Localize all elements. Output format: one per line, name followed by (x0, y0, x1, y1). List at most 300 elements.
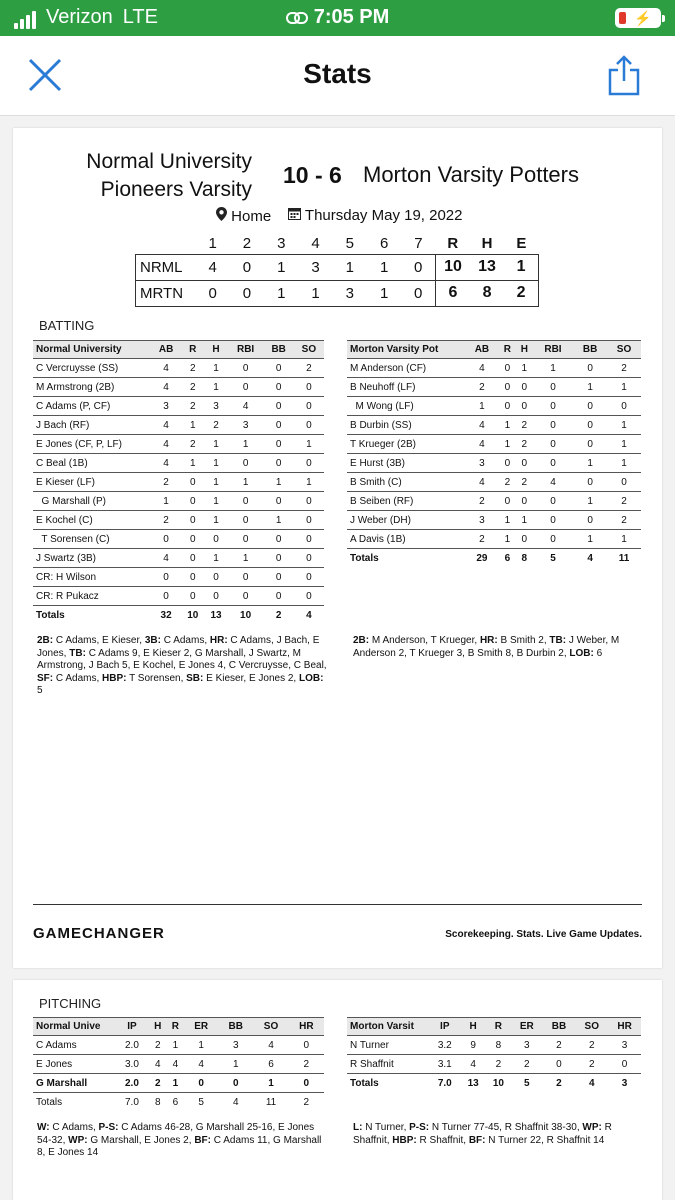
stat-cell: 2 (181, 435, 204, 454)
table-row (347, 530, 641, 549)
note-label: SB: (186, 672, 204, 684)
total-cell: 11 (265, 1096, 277, 1108)
stat-cell: 0 (228, 454, 264, 473)
game-location: Home (216, 207, 271, 225)
stat-cell: 1 (218, 1055, 253, 1074)
table-row (347, 378, 641, 397)
stat-cell: 0 (228, 492, 264, 511)
stat-cell: 0 (573, 435, 607, 454)
totals-row (33, 1093, 324, 1112)
stat-cell: 0 (516, 454, 533, 473)
table-row (33, 473, 324, 492)
stat-cell: 2 (294, 359, 324, 378)
note-text: T Sorensen, (126, 672, 187, 684)
stat-cell: 1 (499, 435, 516, 454)
linescore-header (136, 234, 196, 254)
stat-cell: 0 (204, 530, 227, 549)
note-text: R Shaffnit, (353, 1122, 612, 1146)
stat-cell: 1 (204, 359, 227, 378)
stat-cell: 2.0 (115, 1074, 149, 1093)
table-row (33, 1074, 324, 1093)
stat-cell: 1 (294, 473, 324, 492)
stat-cell: 0 (264, 378, 294, 397)
game-date: Thursday May 19, 2022 (288, 207, 463, 224)
stat-cell: 0 (289, 1074, 324, 1093)
stat-cell: 4 (461, 1055, 486, 1074)
table-row (33, 511, 324, 530)
stat-cell: 4 (151, 454, 181, 473)
totals-label: Totals (36, 609, 65, 621)
linescore-cell: 1 (298, 280, 332, 306)
stat-cell: 0 (181, 492, 204, 511)
total-cell: 2 (556, 1077, 562, 1089)
total-cell: 3 (621, 1077, 628, 1089)
stat-cell: 0 (573, 416, 607, 435)
table-header-row (33, 341, 324, 359)
stat-cell: 1 (181, 454, 204, 473)
stat-cell: 2 (516, 435, 533, 454)
stat-cell: 1 (228, 435, 264, 454)
note-text: C Adams, E Kieser, (53, 635, 145, 646)
stat-cell: 2 (575, 1055, 608, 1074)
stat-cell: 3 (218, 1036, 253, 1055)
linescore-header: H (481, 235, 493, 253)
stat-cell: 0 (516, 378, 533, 397)
home-pitching-notes (37, 1122, 327, 1160)
table-row (347, 435, 641, 454)
stat-cell: 1 (264, 473, 294, 492)
note-label: HR: (479, 635, 498, 646)
stat-cell: 0 (533, 416, 573, 435)
stat-cell: 3 (465, 454, 499, 473)
stat-cell: 1 (204, 378, 227, 397)
linescore-header: 6 (379, 235, 389, 253)
linescore-header: 7 (414, 235, 423, 253)
stat-cell: 1 (204, 473, 227, 492)
home-pitching-table (33, 1017, 324, 1112)
footer-divider (33, 904, 642, 905)
stat-cell: 0 (543, 1055, 576, 1074)
player-name: B Neuhoff (LF) (347, 378, 465, 397)
column-header: Morton Varsit (347, 1018, 429, 1036)
stat-cell: 2 (465, 492, 499, 511)
linescore-cell: 8 (470, 280, 504, 306)
stat-cell: 4 (465, 359, 499, 378)
stat-cell: 1 (573, 454, 607, 473)
column-header: Normal University (33, 341, 151, 359)
stat-cell: 4 (184, 1055, 218, 1074)
table-row (33, 378, 324, 397)
stat-cell: 4 (149, 1055, 167, 1074)
gamechanger-logo: GAMECHANGER (33, 925, 165, 942)
stat-cell: 0 (533, 530, 573, 549)
stat-cell: 0 (228, 378, 264, 397)
stat-cell: 2 (151, 511, 181, 530)
network-type: LTE (122, 6, 158, 28)
away-pitching-notes (353, 1122, 643, 1147)
linescore-header: 2 (242, 235, 252, 253)
box-score-card (13, 128, 662, 968)
stat-cell: 0 (607, 473, 641, 492)
stat-cell: 1 (253, 1074, 288, 1093)
linescore-cell: 3 (333, 280, 367, 306)
stat-cell: 1 (573, 378, 607, 397)
totals-row (33, 606, 324, 625)
stat-cell: 1 (465, 397, 499, 416)
linescore-header: 3 (277, 235, 286, 253)
table-row (347, 1055, 641, 1074)
stat-cell: 3.0 (115, 1055, 149, 1074)
total-cell: 5 (524, 1077, 530, 1089)
column-header: IP (429, 1018, 461, 1036)
status-bar (0, 0, 675, 36)
stat-cell: 8 (486, 1036, 511, 1055)
away-team-name: Morton Varsity Potters (363, 162, 579, 187)
stat-cell: 9 (461, 1036, 486, 1055)
note-label: P-S: (98, 1122, 119, 1133)
player-name: G Marshall (P) (33, 492, 151, 511)
stat-cell: 0 (499, 378, 516, 397)
table-row (33, 416, 324, 435)
note-label: L: (353, 1122, 363, 1133)
note-label: TB: (69, 647, 86, 659)
note-label: WP: (582, 1122, 602, 1133)
stat-cell: 0 (516, 530, 533, 549)
player-name: E Jones (33, 1055, 115, 1074)
total-cell: 2 (303, 1096, 310, 1108)
stat-cell: 0 (294, 549, 324, 568)
stat-cell: 4 (253, 1036, 288, 1055)
stat-cell: 2 (607, 359, 641, 378)
total-cell: 7.0 (125, 1096, 139, 1108)
stat-cell: 1 (204, 511, 227, 530)
player-name: E Hurst (3B) (347, 454, 465, 473)
totals-label: Totals (350, 1077, 379, 1089)
stat-cell: 0 (533, 492, 573, 511)
total-cell: 8 (154, 1096, 161, 1108)
note-label: P-S: (409, 1122, 430, 1133)
column-header: HR (289, 1018, 324, 1036)
note-label: HBP: (102, 672, 127, 684)
stat-cell: 0 (533, 511, 573, 530)
table-row (33, 492, 324, 511)
stat-cell: 0 (181, 549, 204, 568)
stat-cell: 2 (465, 530, 499, 549)
stat-cell: 0 (533, 454, 573, 473)
calendar-icon (288, 207, 301, 220)
stat-cell: 3 (608, 1036, 641, 1055)
player-name: E Kieser (LF) (33, 473, 151, 492)
stat-cell: 1 (204, 435, 227, 454)
column-header: R (486, 1018, 511, 1036)
stat-cell: 0 (204, 568, 227, 587)
stat-cell: 0 (608, 1055, 641, 1074)
note-label: W: (37, 1122, 50, 1133)
note-text: N Turner, (362, 1122, 410, 1133)
stat-cell: 2 (181, 397, 204, 416)
share-icon[interactable] (606, 54, 642, 98)
total-cell: 10 (240, 609, 252, 621)
linescore-cell: 3 (298, 254, 332, 280)
player-name: N Turner (347, 1036, 429, 1055)
table-row (33, 568, 324, 587)
stat-cell: 0 (499, 359, 516, 378)
column-header: RBI (533, 341, 573, 359)
note-text: C Adams, (49, 1122, 99, 1133)
column-header: BB (218, 1018, 253, 1036)
stat-cell: 0 (181, 473, 204, 492)
stat-cell: 4 (151, 416, 181, 435)
total-cell: 4 (588, 1077, 595, 1089)
total-cell: 6 (504, 552, 511, 564)
stat-cell: 0 (228, 587, 264, 606)
stat-cell: 1 (607, 378, 641, 397)
table-row (33, 359, 324, 378)
stat-cell: 4 (465, 473, 499, 492)
stat-cell: 0 (499, 492, 516, 511)
column-header: R (181, 341, 204, 359)
column-header: Morton Varsity Pot (347, 341, 465, 359)
player-name: CR: H Wilson (33, 568, 151, 587)
linescore-header: R (447, 235, 459, 253)
stat-cell: 4 (465, 435, 499, 454)
total-cell: 6 (172, 1096, 179, 1108)
stat-cell: 0 (264, 416, 294, 435)
stat-cell: 0 (573, 511, 607, 530)
linescore-cell: 4 (196, 254, 230, 280)
total-cell: 5 (550, 552, 556, 564)
clock: 7:05 PM (313, 6, 390, 28)
stat-cell: 0 (264, 454, 294, 473)
stat-cell: 4 (151, 549, 181, 568)
player-name: C Adams (33, 1036, 115, 1055)
stat-cell: 0 (499, 454, 516, 473)
linescore-row (136, 254, 539, 280)
column-header: AB (465, 341, 499, 359)
table-row (33, 397, 324, 416)
player-name: M Armstrong (2B) (33, 378, 151, 397)
linescore-cell: 1 (504, 254, 538, 280)
note-text: C Adams 11, G Marshall 8, E Jones 14 (37, 1134, 322, 1158)
player-name: E Kochel (C) (33, 511, 151, 530)
linescore-cell: 1 (264, 254, 298, 280)
stat-cell: 1 (607, 454, 641, 473)
stat-cell: 1 (499, 530, 516, 549)
linescore-cell: 0 (401, 280, 435, 306)
stat-cell: 1 (228, 549, 264, 568)
stat-cell: 0 (264, 587, 294, 606)
stat-cell: 1 (516, 359, 533, 378)
player-name: B Smith (C) (347, 473, 465, 492)
column-header: SO (575, 1018, 608, 1036)
stat-cell: 3 (204, 397, 227, 416)
column-header: H (204, 341, 227, 359)
totals-label: Totals (36, 1096, 63, 1108)
column-header: H (461, 1018, 486, 1036)
table-row (347, 1036, 641, 1055)
pitching-card (13, 980, 662, 1200)
table-header-row (347, 1018, 641, 1036)
carrier-name: Verizon (46, 6, 113, 28)
column-header: SO (294, 341, 324, 359)
linescore-team: NRML (136, 254, 196, 280)
home-batting-table (33, 340, 324, 625)
stat-cell: 0 (294, 378, 324, 397)
player-name: J Bach (RF) (33, 416, 151, 435)
table-row (347, 397, 641, 416)
note-label: BF: (468, 1134, 486, 1146)
stat-cell: 0 (228, 530, 264, 549)
stat-cell: 1 (264, 511, 294, 530)
stat-cell: 3.1 (429, 1055, 461, 1074)
player-name: A Davis (1B) (347, 530, 465, 549)
note-text: N Turner 22, R Shaffnit 14 (485, 1134, 605, 1146)
linescore-table (135, 234, 539, 307)
stat-cell: 0 (181, 568, 204, 587)
stat-cell: 1 (204, 549, 227, 568)
column-header: IP (115, 1018, 149, 1036)
away-pitching-table (347, 1017, 641, 1093)
table-row (347, 416, 641, 435)
linescore-cell: 0 (196, 280, 230, 306)
linescore-header: 5 (345, 235, 355, 253)
stat-cell: 0 (181, 530, 204, 549)
table-header-row (347, 341, 641, 359)
total-cell: 10 (187, 609, 199, 621)
linescore-cell: 1 (264, 280, 298, 306)
table-row (33, 435, 324, 454)
link-icon (286, 11, 308, 25)
player-name: T Sorensen (C) (33, 530, 151, 549)
stat-cell: 0 (264, 435, 294, 454)
total-cell: 32 (160, 609, 172, 621)
stat-cell: 4 (228, 397, 264, 416)
linescore-cell: 10 (436, 254, 470, 280)
stat-cell: 0 (264, 492, 294, 511)
footer-tagline: Scorekeeping. Stats. Live Game Updates. (445, 929, 642, 940)
note-text: C Adams, (160, 635, 210, 646)
linescore-cell: 0 (230, 280, 264, 306)
stat-cell: 0 (289, 1036, 324, 1055)
stat-cell: 0 (184, 1074, 218, 1093)
total-cell: 7.0 (437, 1077, 452, 1089)
linescore-cell: 1 (333, 254, 367, 280)
column-header: BB (264, 341, 294, 359)
total-cell: 13 (467, 1077, 479, 1089)
linescore-cell: 0 (230, 254, 264, 280)
stat-cell: 1 (294, 435, 324, 454)
column-header: H (149, 1018, 167, 1036)
stat-cell: 0 (294, 511, 324, 530)
total-cell: 4 (306, 609, 312, 621)
player-name: J Swartz (3B) (33, 549, 151, 568)
stat-cell: 0 (516, 492, 533, 511)
linescore-header: 1 (208, 235, 217, 253)
stat-cell: 1 (607, 530, 641, 549)
pitching-section-label: PITCHING (39, 996, 102, 1011)
player-name: J Weber (DH) (347, 511, 465, 530)
stat-cell: 1 (573, 492, 607, 511)
note-label: 2B: (37, 635, 54, 646)
column-header: R (499, 341, 516, 359)
stat-cell: 0 (151, 587, 181, 606)
column-header: H (516, 341, 533, 359)
table-row (33, 1036, 324, 1055)
note-text: E Kieser, E Jones 2, (203, 672, 299, 684)
final-score: 10 - 6 (283, 162, 342, 188)
stat-cell: 1 (573, 530, 607, 549)
away-batting-table (347, 340, 641, 568)
table-row (347, 511, 641, 530)
note-label: TB: (549, 635, 567, 646)
table-row (33, 454, 324, 473)
total-cell: 10 (492, 1077, 504, 1089)
stat-cell: 2 (499, 473, 516, 492)
table-row (347, 492, 641, 511)
stat-cell: 3 (511, 1036, 543, 1055)
totals-label: Totals (350, 552, 379, 564)
total-cell: 8 (521, 552, 528, 564)
stat-cell: 2 (204, 416, 227, 435)
stat-cell: 3 (228, 416, 264, 435)
note-text: N Turner 77-45, R Shaffnit 38-30, (429, 1122, 583, 1133)
stat-cell: 1 (167, 1036, 185, 1055)
linescore-team: MRTN (136, 280, 196, 306)
column-header: AB (151, 341, 181, 359)
note-text: C Adams 46-28, G Marshall 25-16, E Jones 54-32, (37, 1122, 315, 1146)
stat-cell: 0 (573, 359, 607, 378)
note-label: SF: (37, 672, 54, 684)
column-header: RBI (228, 341, 264, 359)
stat-cell: 0 (573, 397, 607, 416)
stat-cell: 2 (516, 416, 533, 435)
stat-cell: 0 (294, 454, 324, 473)
stat-cell: 0 (181, 511, 204, 530)
stat-cell: 0 (573, 473, 607, 492)
player-name: R Shaffnit (347, 1055, 429, 1074)
stat-cell: 2.0 (115, 1036, 149, 1055)
totals-row (347, 549, 641, 568)
stat-cell: 0 (294, 397, 324, 416)
home-team-name: Normal University Pioneers Varsity (86, 150, 252, 201)
note-label: HBP: (392, 1134, 417, 1146)
total-cell: 11 (618, 552, 630, 564)
stat-cell: 0 (181, 587, 204, 606)
stat-cell: 0 (294, 587, 324, 606)
table-row (347, 454, 641, 473)
stat-cell: 1 (184, 1036, 218, 1055)
stat-cell: 0 (264, 530, 294, 549)
batting-section-label: BATTING (39, 318, 95, 333)
note-label: HR: (209, 635, 228, 646)
stat-cell: 0 (218, 1074, 253, 1093)
column-header: SO (607, 341, 641, 359)
linescore-header: E (516, 235, 527, 253)
stat-cell: 0 (533, 435, 573, 454)
stat-cell: 0 (533, 378, 573, 397)
column-header: BB (543, 1018, 576, 1036)
note-text: 6 (593, 647, 603, 659)
player-name: C Vercruysse (SS) (33, 359, 151, 378)
note-text: J Weber, M Anderson 2, T Krueger 3, B Smith 8, B Durbin 2, (353, 635, 620, 659)
stat-cell: 0 (294, 568, 324, 587)
home-batting-notes (37, 635, 327, 698)
table-row (33, 530, 324, 549)
column-header: ER (511, 1018, 543, 1036)
column-header: HR (608, 1018, 641, 1036)
stat-cell: 0 (228, 511, 264, 530)
player-name: E Jones (CF, P, LF) (33, 435, 151, 454)
